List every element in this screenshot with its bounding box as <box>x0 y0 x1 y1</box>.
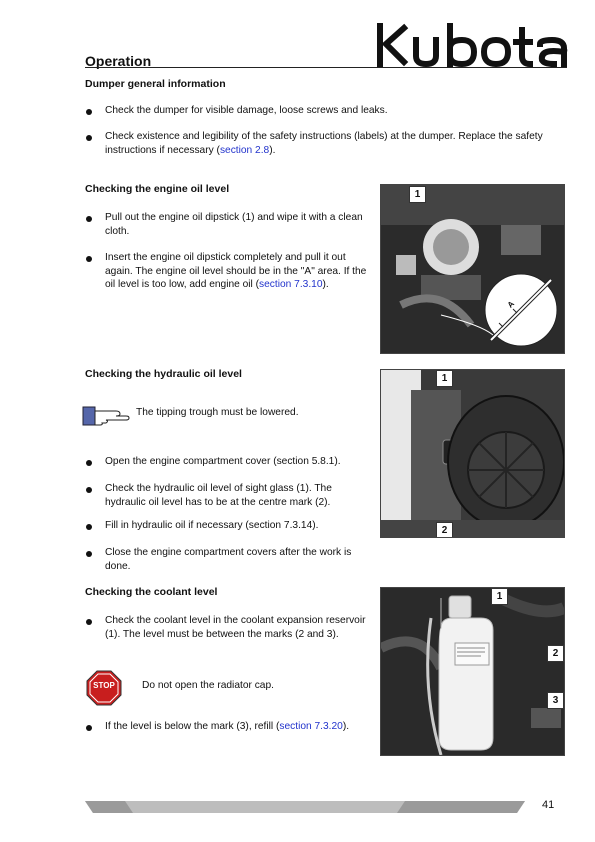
hydraulic-note: The tipping trough must be lowered. <box>136 407 299 418</box>
engine-oil-photo <box>380 184 565 354</box>
section-7-3-10-link[interactable]: section 7.3.10 <box>259 279 323 290</box>
engine-oil-bullet-1: Pull out the engine oil dipstick (1) and wipe it with a clean cloth. <box>105 212 363 237</box>
stop-sign-text: STOP <box>93 681 115 690</box>
text: ). <box>269 144 276 156</box>
figure-label-1: 1 <box>491 588 508 605</box>
header-rule <box>85 67 567 68</box>
bullet-dot <box>86 551 92 557</box>
figure-label-1: 1 <box>409 186 426 203</box>
text: ). <box>322 279 329 290</box>
text: ). <box>342 721 350 732</box>
bullet-dot <box>86 135 92 141</box>
bullet-dot <box>86 487 92 493</box>
bullet-dot <box>86 109 92 115</box>
coolant-stop-note: Do not open the radiator cap. <box>142 680 274 691</box>
coolant-heading: Checking the coolant level <box>85 586 218 598</box>
bullet-dot <box>86 256 92 262</box>
coolant-photo <box>380 587 565 756</box>
engine-photo-illustration <box>381 185 564 353</box>
figure-label-2: 2 <box>547 645 564 662</box>
hydraulic-bullet-3: Fill in hydraulic oil if necessary (section 7.3.14). <box>105 520 319 531</box>
bullet-dot <box>86 619 92 625</box>
bullet-dot <box>86 725 92 731</box>
hydraulic-bullet-1: Open the engine compartment cover (section 5.8.1). <box>105 456 341 467</box>
engine-oil-bullet-2 <box>105 251 367 292</box>
kubota-logo <box>374 20 570 70</box>
hydraulic-photo <box>380 369 565 538</box>
hydraulic-heading: Checking the hydraulic oil level <box>85 368 242 380</box>
hydraulic-photo-illustration <box>381 370 564 537</box>
section-7-3-20-link[interactable]: section 7.3.20 <box>279 721 343 732</box>
bullet-dot <box>86 460 92 466</box>
dumper-bullet-1: Check the dumper for visible damage, loose screws and leaks. <box>105 105 388 116</box>
coolant-bullet-1: Check the coolant level in the coolant expansion reservoir (1). The level must be between the marks (2 and 3). <box>105 615 366 640</box>
figure-label-2: 2 <box>436 522 453 538</box>
dumper-heading: Dumper general information <box>85 78 226 90</box>
text: Check existence and legibility of the safety instructions (labels) at the dumper. Replace the safety instructions if necessary ( <box>105 131 543 156</box>
figure-label-a: A <box>505 299 517 310</box>
footer-bar <box>85 801 525 813</box>
bullet-dot <box>86 216 92 222</box>
figure-label-1: 1 <box>436 370 453 387</box>
header-section-title: Operation <box>85 53 152 69</box>
page-number: 41 <box>542 799 555 811</box>
bullet-dot <box>86 524 92 530</box>
section-2-8-link[interactable]: section 2.8 <box>219 144 270 156</box>
coolant-photo-illustration <box>381 588 564 755</box>
figure-label-3: 3 <box>547 692 564 709</box>
hydraulic-bullet-4: Close the engine compartment covers after the work is done. <box>105 547 352 572</box>
coolant-bullet-2 <box>105 720 367 734</box>
dumper-bullet-2 <box>105 130 570 157</box>
text: Insert the engine oil dipstick completely and pull it out again. The engine oil level should be in the "A" area. If the oil level is too low, add engine oil ( <box>105 252 367 290</box>
engine-oil-heading: Checking the engine oil level <box>85 183 230 195</box>
hydraulic-bullet-2: Check the hydraulic oil level of sight glass (1). The hydraulic oil level has to be at the centre mark (2). <box>105 483 332 508</box>
pointing-hand-icon <box>82 404 130 428</box>
text: If the level is below the mark (3), refill ( <box>105 721 280 732</box>
